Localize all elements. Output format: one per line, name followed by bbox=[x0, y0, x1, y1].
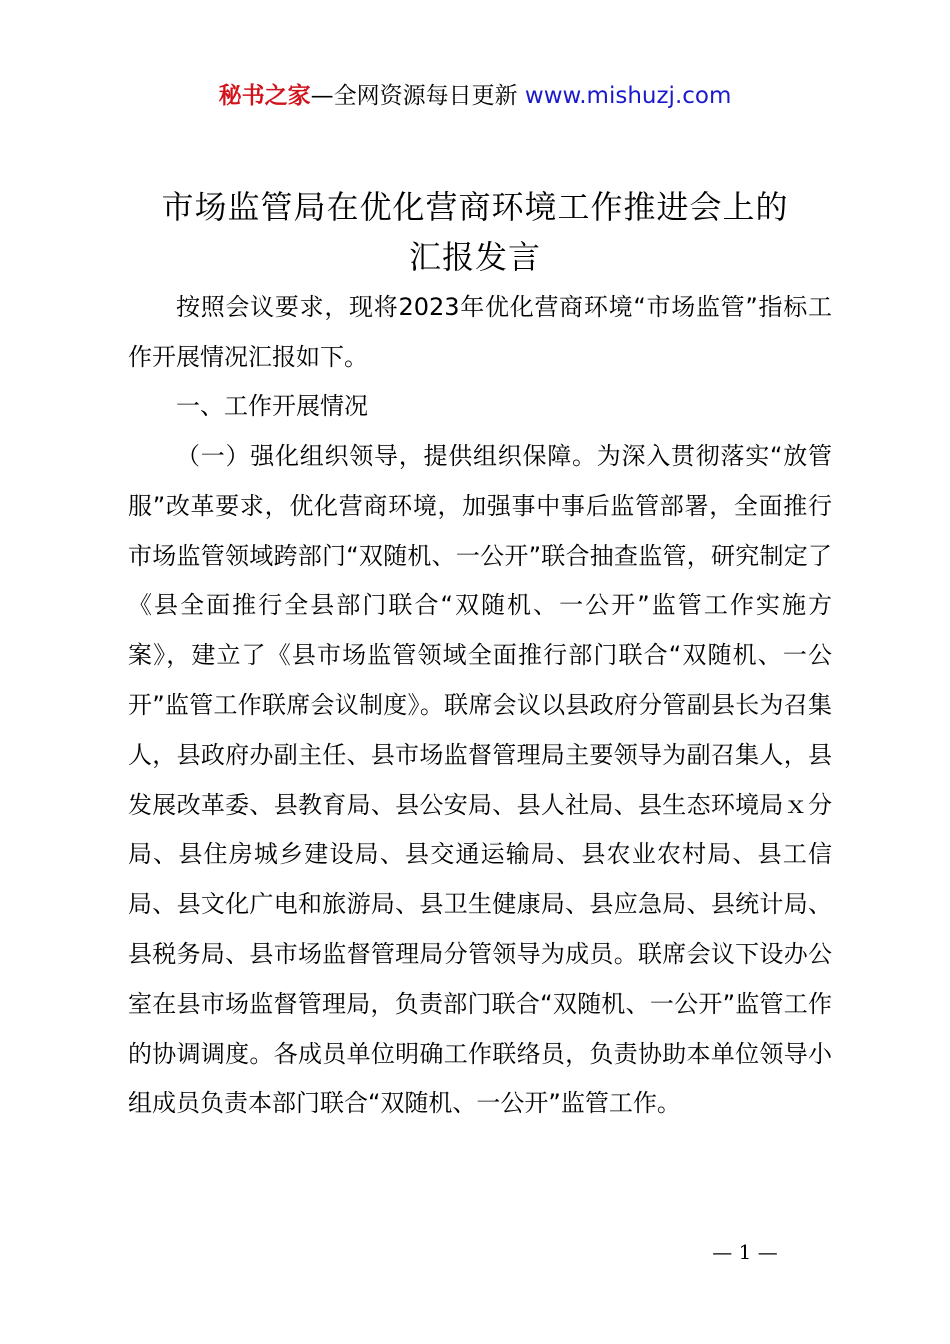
document-title-line-2: 汇报发言 bbox=[408, 238, 541, 276]
section-heading: 一、工作开展情况 bbox=[176, 392, 368, 420]
intro-paragraph: 按照会议要求，现将2023年优化营商环境“市场监管”指标工作开展情况汇报如下。 bbox=[128, 293, 832, 371]
site-brand: 秘书之家 bbox=[218, 83, 311, 109]
site-header bbox=[0, 80, 950, 112]
body-paragraph: （一）强化组织领导，提供组织保障。为深入贯彻落实“放管服”改革要求，优化营商环境，加强事中事后监管部署，全面推行市场监管领域跨部门“双随机、一公开”联合抽查监管，研究制定了《县全面推行全县部门联合“双随机、一公开”监管工作实施方案》，建立了《县市场监管领域全面推行部门联合“双随机、一公开”监管工作联席会议制度》。联席会议以县政府分管副县长为召集人，县政府办副主任、县市场监督管理局主要领导为副召集人，县发展改革委、县教育局、县公安局、县人社局、县生态环境局ｘ分局、县住房城乡建设局、县交通运输局、县农业农村局、县工信局、县文化广电和旅游局、县卫生健康局、县应急局、县统计局、县税务局、县市场监督管理局分管领导为成员。联席会议下设办公室在县市场监督管理局，负责部门联合“双随机、一公开”监管工作的协调调度。各成员单位明确工作联络员，负责协助本单位领导小组成员负责本部门联合“双随机、一公开”监管工作。 bbox=[128, 442, 832, 1118]
site-url-link[interactable]: www.mishuzj.com bbox=[524, 83, 732, 109]
page-number: — 1 — bbox=[712, 1240, 778, 1264]
document-title-line-1: 市场监管局在优化营商环境工作推进会上的 bbox=[161, 188, 789, 226]
document-title bbox=[0, 182, 950, 282]
site-tagline: —全网资源每日更新 bbox=[310, 83, 525, 109]
